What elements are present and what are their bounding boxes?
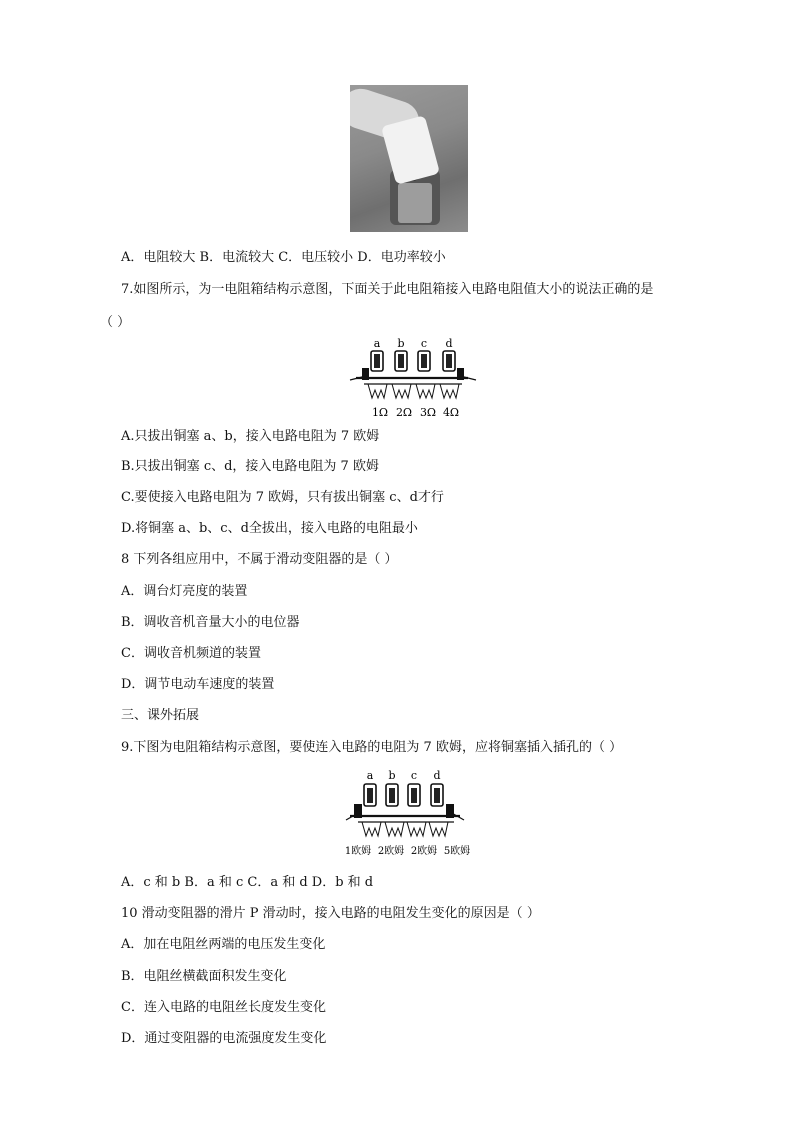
q7-stem: 7.如图所示，为一电阻箱结构示意图，下面关于此电阻箱接入电路电阻值大小的说法正确的是	[121, 282, 654, 297]
q10-option-d: D．通过变阻器的电流强度发生变化	[121, 1031, 327, 1046]
q7-option-b: B.只拔出铜塞 c、d，接入电路电阻为 7 欧姆	[121, 459, 379, 474]
q7-answer-paren: （ ）	[100, 315, 131, 330]
q7-plug-label-b: b	[397, 337, 405, 350]
q10-option-a: A．加在电阻丝两端的电压发生变化	[121, 937, 326, 952]
q7-plug-label-c: c	[420, 337, 428, 350]
q8-option-a: A．调台灯亮度的装置	[121, 584, 248, 599]
q6-photo	[350, 85, 468, 232]
q10-stem: 10 滑动变阻器的滑片 P 滑动时，接入电路的电阻发生变化的原因是（ ）	[121, 906, 540, 921]
q9-stem: 9.下图为电阻箱结构示意图，要使连入电路的电阻为 7 欧姆，应将铜塞插入插孔的（ ）	[121, 740, 623, 755]
q6-options: A．电阻较大 B．电流较大 C．电压较小 D．电功率较小	[121, 250, 446, 265]
q8-option-c: C．调收音机频道的装置	[121, 646, 261, 661]
q9-plug-label-a: a	[366, 769, 374, 782]
q9-plug-label-b: b	[388, 769, 396, 782]
q7-option-d: D.将铜塞 a、b、c、d全拔出，接入电路的电阻最小	[121, 521, 418, 536]
q9-plug-label-d: d	[433, 769, 441, 782]
q7-resistance-box-figure	[348, 336, 478, 420]
q7-resistor-label-4: 4Ω	[442, 406, 460, 419]
q8-option-b: B．调收音机音量大小的电位器	[121, 615, 300, 630]
q10-option-c: C．连入电路的电阻丝长度发生变化	[121, 1000, 326, 1015]
q8-option-d: D．调节电动车速度的装置	[121, 677, 275, 692]
q9-resistor-label-1: 1欧姆	[344, 846, 372, 857]
q8-stem: 8 下列各组应用中，不属于滑动变阻器的是（ ）	[121, 552, 398, 567]
q7-resistor-label-1: 1Ω	[371, 406, 389, 419]
q9-resistor-label-4: 5欧姆	[443, 846, 471, 857]
q9-options: A．c 和 b B．a 和 c C．a 和 d D．b 和 d	[121, 875, 374, 890]
q7-option-a: A.只拔出铜塞 a、b，接入电路电阻为 7 欧姆	[121, 429, 380, 444]
q7-resistor-label-3: 3Ω	[419, 406, 437, 419]
q9-resistance-box-figure	[340, 768, 478, 858]
q9-resistor-label-2: 2欧姆	[377, 846, 405, 857]
q10-option-b: B．电阻丝横截面积发生变化	[121, 969, 287, 984]
q9-resistor-label-3: 2欧姆	[410, 846, 438, 857]
q7-resistor-label-2: 2Ω	[395, 406, 413, 419]
q7-plug-label-a: a	[373, 337, 381, 350]
q7-option-c: C.要使接入电路电阻为 7 欧姆，只有拔出铜塞 c、d才行	[121, 490, 444, 505]
q9-plug-label-c: c	[410, 769, 418, 782]
q7-plug-label-d: d	[445, 337, 453, 350]
section-3-title: 三、课外拓展	[121, 708, 200, 723]
